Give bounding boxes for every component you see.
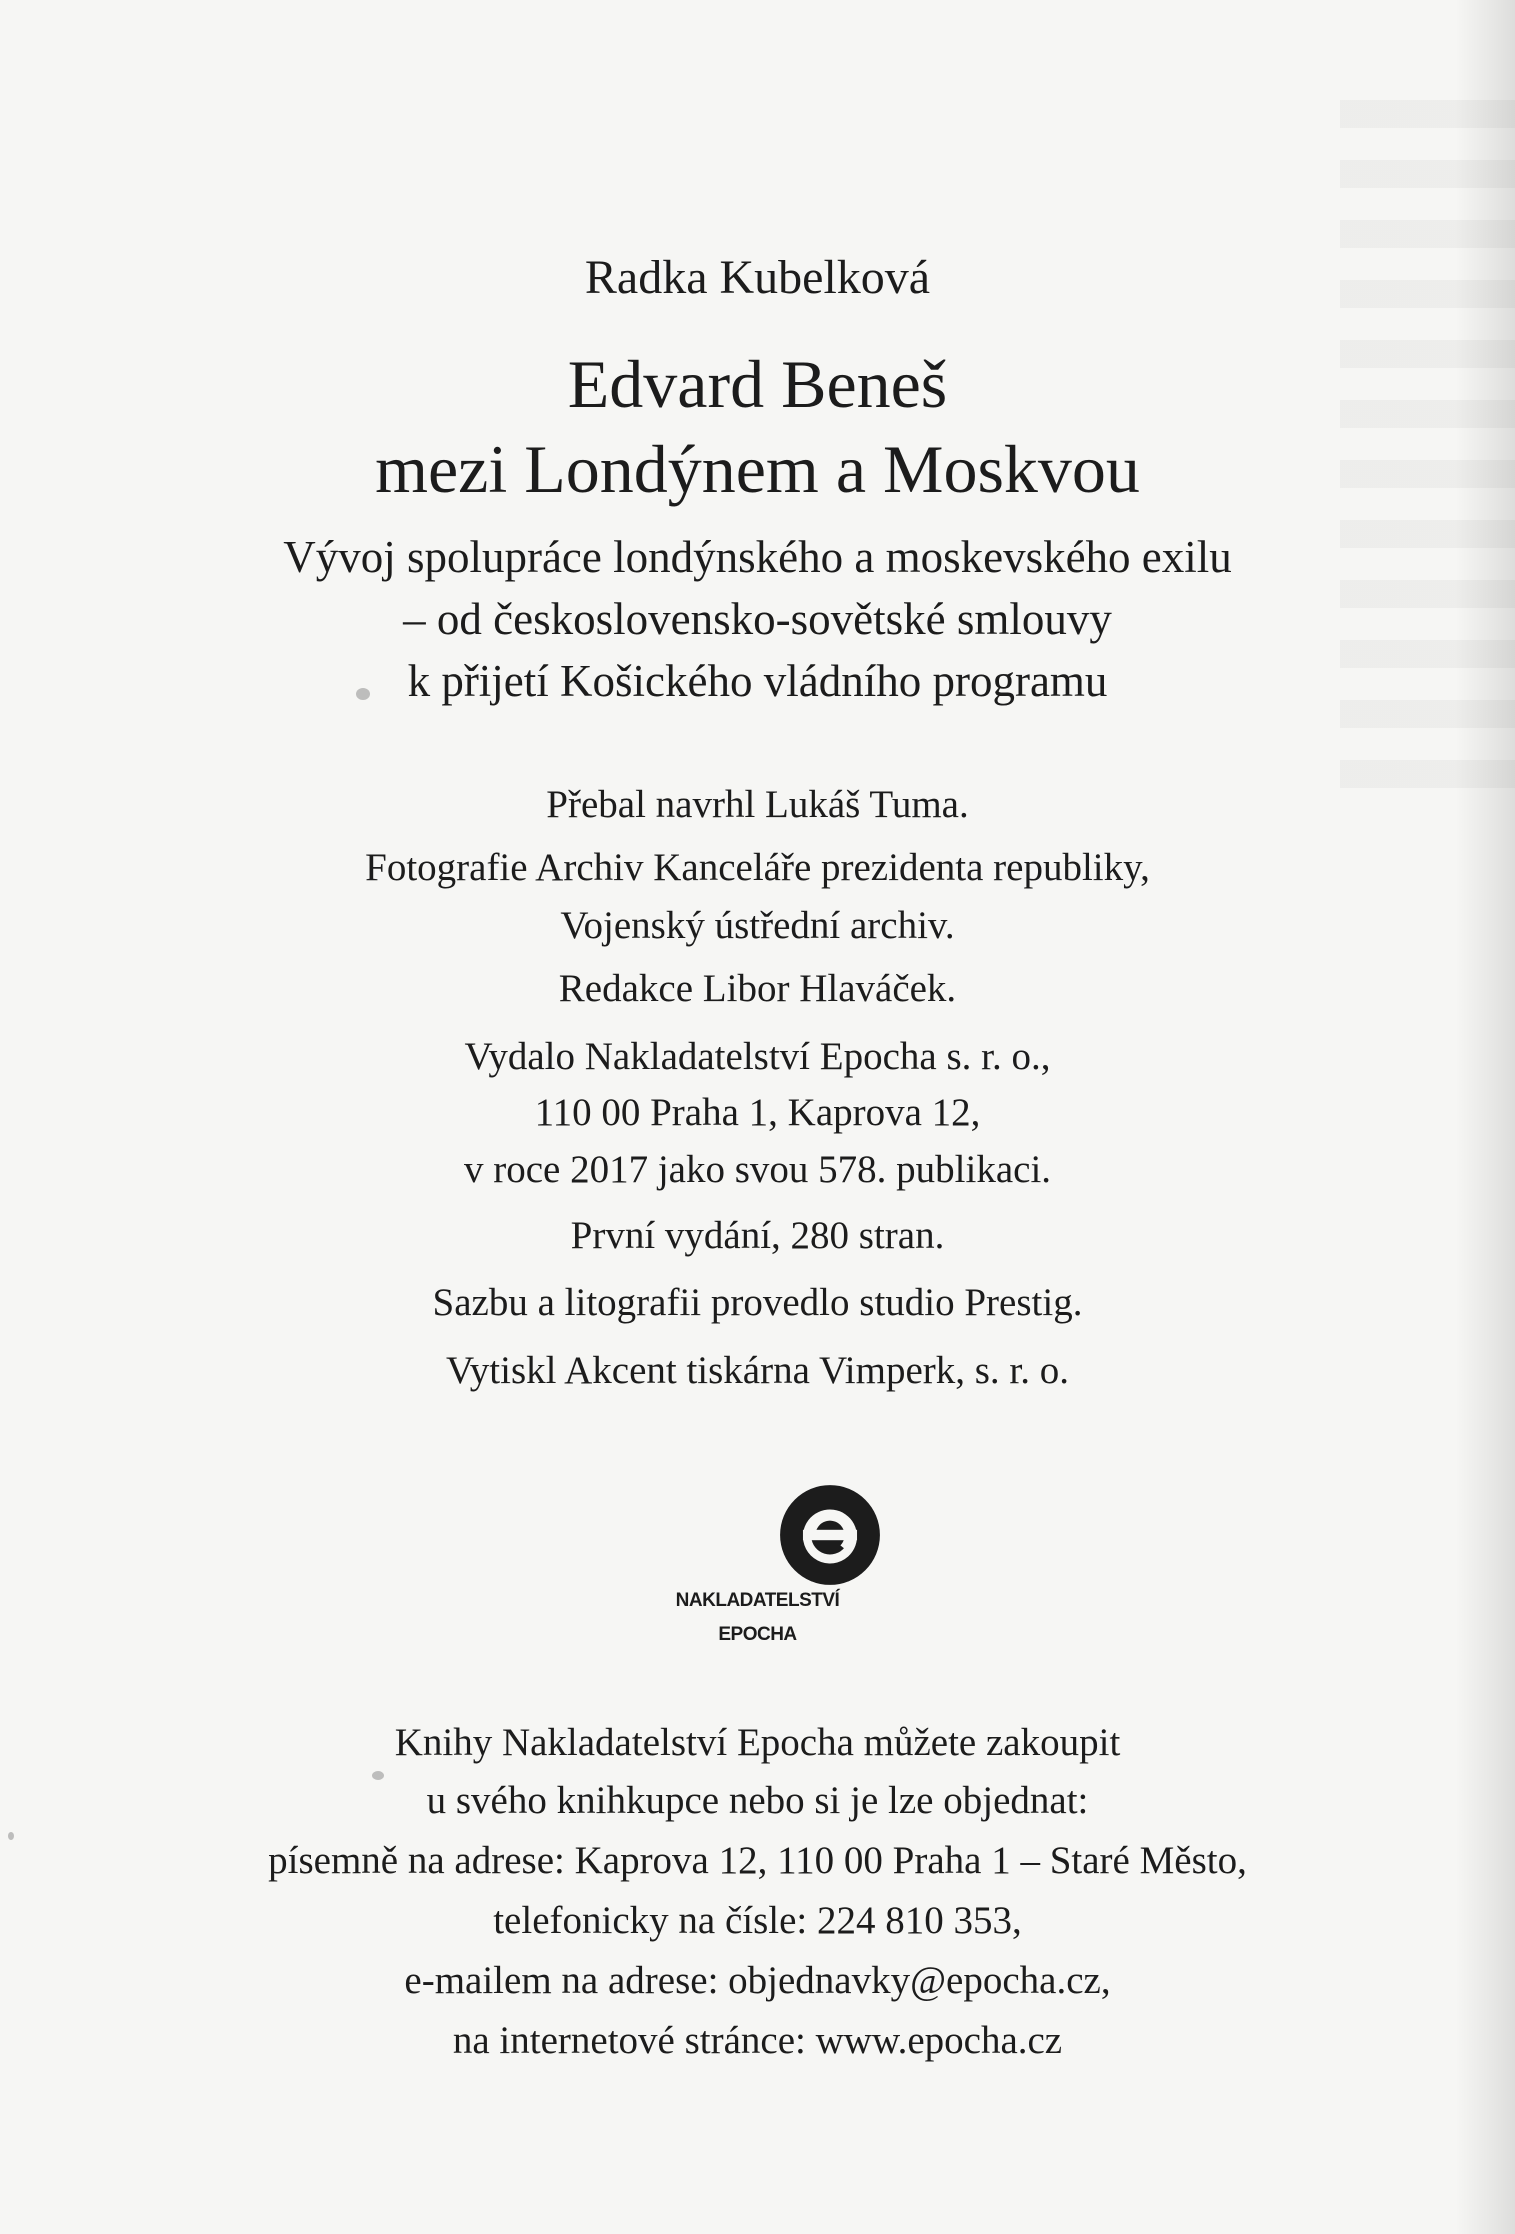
book-title-line-1: Edvard Beneš: [567, 346, 948, 422]
logo-text-epocha: EPOCHA: [718, 1624, 797, 1645]
publisher-line-3: v roce 2017 jako svou 578. publikaci.: [463, 1148, 1052, 1191]
typesetting-credit: Sazbu a litografii provedlo studio Prestig.: [432, 1281, 1083, 1324]
subtitle-line-3: k přijetí Košického vládního programu: [407, 656, 1108, 706]
publisher-line-2: 110 00 Praha 1, Kaprova 12,: [534, 1091, 981, 1134]
publisher-line-1: Vydalo Nakladatelství Epocha s. r. o.,: [464, 1035, 1051, 1078]
subtitle-line-1: Vývoj spolupráce londýnského a moskevského exilu: [283, 532, 1232, 582]
contact-email: e-mailem na adrese: objednavky@epocha.cz,: [404, 1959, 1111, 2002]
epocha-logo-icon: [778, 1483, 882, 1587]
edition-info: První vydání, 280 stran.: [570, 1214, 945, 1257]
paper-speck: [356, 688, 370, 700]
editor-credit: Redakce Libor Hlaváček.: [558, 967, 957, 1010]
printer-credit: Vytiskl Akcent tiskárna Vimperk, s. r. o.: [445, 1349, 1070, 1392]
contact-line-2: u svého knihkupce nebo si je lze objednat:: [426, 1779, 1089, 1822]
paper-speck: [372, 1771, 384, 1780]
contact-website: na internetové stránce: www.epocha.cz: [452, 2019, 1063, 2062]
contact-address: písemně na adrese: Kaprova 12, 110 00 Praha 1 – Staré Město,: [268, 1839, 1247, 1882]
contact-line-1: Knihy Nakladatelství Epocha můžete zakoupit: [394, 1721, 1121, 1764]
cover-design-credit: Přebal navrhl Lukáš Tuma.: [546, 783, 969, 826]
subtitle-line-2: – od československo-sovětské smlouvy: [403, 594, 1112, 644]
contact-phone: telefonicky na čísle: 224 810 353,: [493, 1899, 1022, 1942]
photo-credit-line-2: Vojenský ústřední archiv.: [560, 904, 955, 947]
book-title-line-2: mezi Londýnem a Moskvou: [375, 431, 1140, 507]
logo-text-publisher: NAKLADATELSTVÍ: [675, 1590, 840, 1611]
paper-speck: [8, 1832, 14, 1840]
photo-credit-line-1: Fotografie Archiv Kanceláře prezidenta republiky,: [365, 846, 1150, 889]
author-name: Radka Kubelková: [584, 251, 931, 304]
